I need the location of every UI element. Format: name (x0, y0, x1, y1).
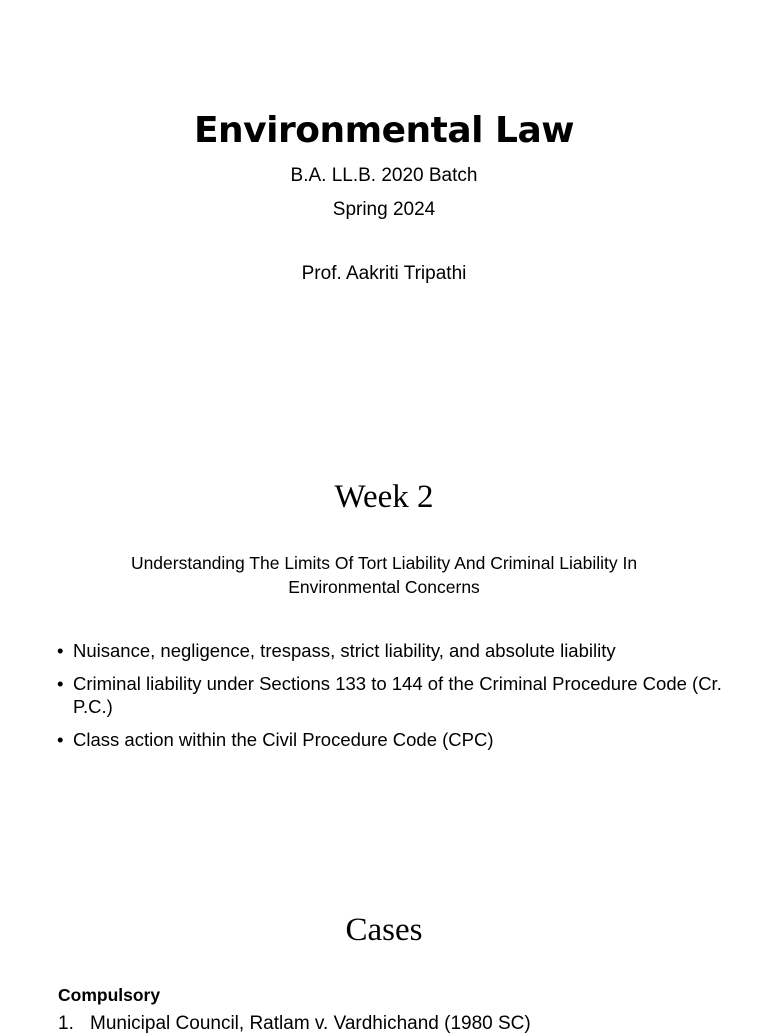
list-item (57, 639, 727, 662)
batch-line: B.A. LL.B. 2020 Batch (290, 165, 478, 186)
term-line: Spring 2024 (332, 199, 436, 220)
list-item-text: Class action within the Civil Procedure Code (CPC) (73, 729, 494, 750)
bullet-icon: • (57, 640, 64, 661)
topic-list (57, 639, 727, 761)
list-item-text: Nuisance, negligence, trespass, strict liability, and absolute liability (73, 640, 616, 661)
cases-heading: Cases (345, 912, 423, 948)
bullet-icon: • (57, 673, 64, 694)
professor-line: Prof. Aakriti Tripathi (301, 263, 467, 284)
case-text: Municipal Council, Ratlam v. Vardhichand (1980 SC) (90, 1013, 531, 1034)
case-list-item (58, 1012, 738, 1036)
week-heading: Week 2 (334, 479, 434, 515)
list-item (57, 728, 727, 751)
list-item-text: Criminal liability under Sections 133 to 144 of the Criminal Procedure Code (Cr. P.C.) (73, 673, 722, 717)
case-number: 1. (58, 1013, 74, 1034)
week-subtitle: Understanding The Limits Of Tort Liability And Criminal Liability In Environmental Concerns (130, 553, 638, 597)
document-title: Environmental Law (193, 110, 575, 151)
section-label: Compulsory (58, 985, 161, 1005)
bullet-icon: • (57, 729, 64, 750)
list-item (57, 672, 727, 718)
